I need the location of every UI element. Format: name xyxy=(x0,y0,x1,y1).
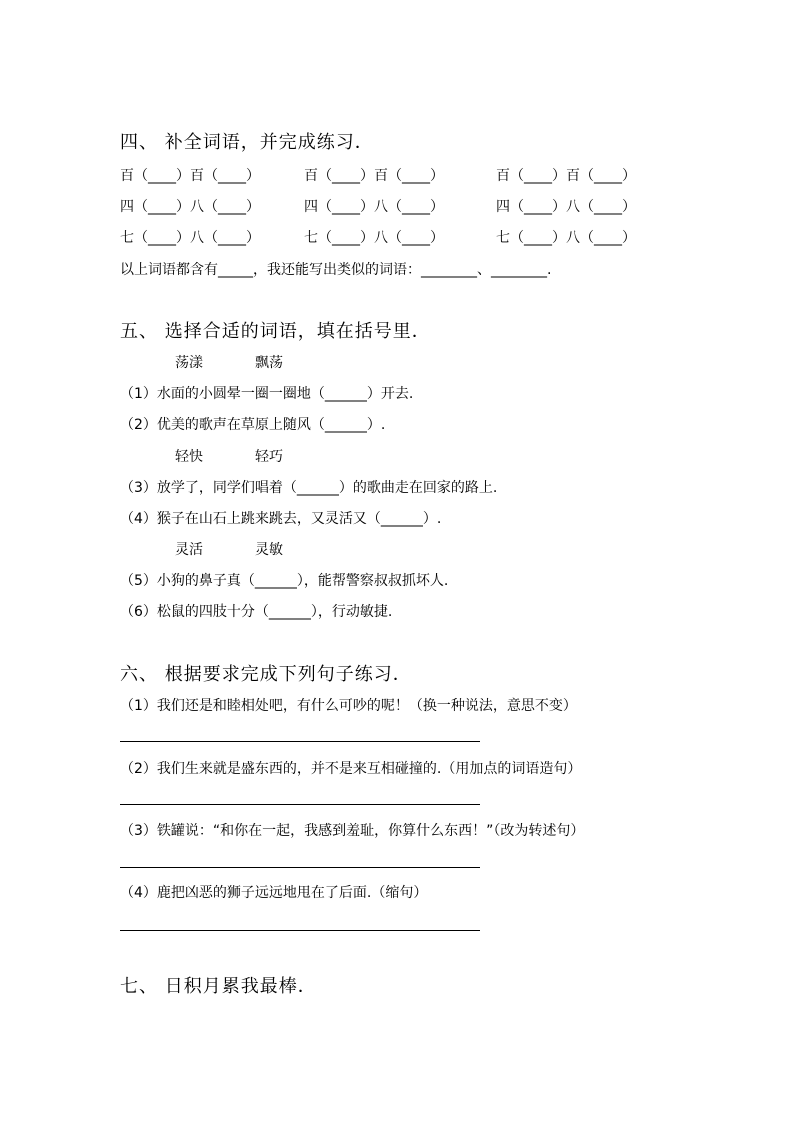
sentence-question-3: （3）铁罐说：“和你在一起，我感到羞耻，你算什么东西！”（改为转述句） xyxy=(120,823,585,839)
word-choice-3a: 灵活 xyxy=(175,542,203,558)
word-choice-1a: 荡漾 xyxy=(175,355,203,371)
word-choice-2b: 轻巧 xyxy=(255,449,283,465)
idiom-blank-r1-c2[interactable]: 百（____）百（____） xyxy=(304,168,444,184)
fill-question-5[interactable]: （5）小狗的鼻子真（______），能帮警察叔叔抓坏人. xyxy=(120,573,449,589)
fill-question-4[interactable]: （4）猴子在山石上跳来跳去，又灵活又（______）. xyxy=(120,511,442,527)
fill-question-1[interactable]: （1）水面的小圆晕一圈一圈地（______）开去. xyxy=(120,386,414,402)
fill-question-2[interactable]: （2）优美的歌声在草原上随风（______）. xyxy=(120,417,386,433)
word-choice-2a: 轻快 xyxy=(175,449,203,465)
idiom-blank-r3-c1[interactable]: 七（____）八（____） xyxy=(120,230,260,246)
sentence-question-1: （1）我们还是和睦相处吧，有什么可吵的呢！（换一种说法，意思不变） xyxy=(120,698,577,714)
section-5-title: 五、 选择合适的词语，填在括号里． xyxy=(120,321,431,342)
section-7-title: 七、 日积月累我最棒． xyxy=(120,976,317,997)
word-choice-1b: 飘荡 xyxy=(255,355,283,371)
section-4-title: 四、 补全词语，并完成练习． xyxy=(120,132,374,153)
fill-question-3[interactable]: （3）放学了，同学们唱着（______）的歌曲走在回家的路上. xyxy=(120,480,498,496)
answer-line-4[interactable] xyxy=(120,930,480,931)
idiom-blank-r2-c3[interactable]: 四（____）八（____） xyxy=(496,199,636,215)
answer-line-2[interactable] xyxy=(120,804,480,805)
section-4-summary[interactable]: 以上词语都含有_____，我还能写出类似的词语：________、________. xyxy=(120,262,552,278)
idiom-blank-r1-c1[interactable]: 百（____）百（____） xyxy=(120,168,260,184)
answer-line-3[interactable] xyxy=(120,867,480,868)
idiom-blank-r2-c2[interactable]: 四（____）八（____） xyxy=(304,199,444,215)
idiom-blank-r3-c2[interactable]: 七（____）八（____） xyxy=(304,230,444,246)
idiom-blank-r1-c3[interactable]: 百（____）百（____） xyxy=(496,168,636,184)
idiom-blank-r3-c3[interactable]: 七（____）八（____） xyxy=(496,230,636,246)
word-choice-3b: 灵敏 xyxy=(255,542,283,558)
sentence-question-2: （2）我们生来就是盛东西的，并不是来互相碰撞的.（用加点的词语造句） xyxy=(120,761,582,777)
idiom-blank-r2-c1[interactable]: 四（____）八（____） xyxy=(120,199,260,215)
answer-line-1[interactable] xyxy=(120,741,480,742)
sentence-question-4: （4）鹿把凶恶的狮子远远地甩在了后面.（缩句） xyxy=(120,885,428,901)
fill-question-6[interactable]: （6）松鼠的四肢十分（______），行动敏捷. xyxy=(120,604,393,620)
section-6-title: 六、 根据要求完成下列句子练习． xyxy=(120,664,412,685)
